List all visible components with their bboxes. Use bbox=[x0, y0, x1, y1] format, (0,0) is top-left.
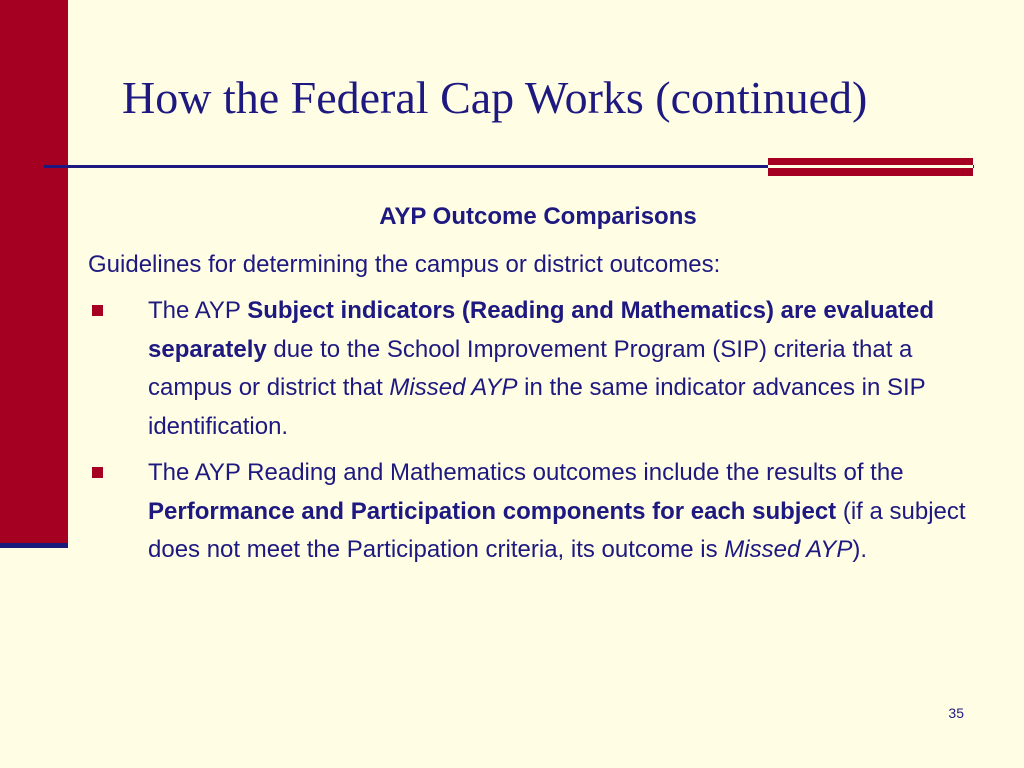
bullet-run: (if a subject does not meet the Participation criteria, its outcome is bbox=[148, 497, 966, 563]
square-bullet-icon bbox=[92, 467, 103, 478]
page-number: 35 bbox=[948, 705, 964, 721]
bullet-item bbox=[88, 292, 968, 446]
bullet-run: The AYP Reading and Mathematics outcomes include the results of the bbox=[148, 459, 904, 486]
bullet-run-italic: Missed AYP bbox=[724, 536, 853, 563]
bullet-run-bold: Performance and Participation components for each subject bbox=[148, 497, 837, 525]
left-accent-underline bbox=[0, 543, 68, 548]
bullet-run: in the same indicator advances in SIP identification. bbox=[148, 374, 926, 440]
left-accent-bar bbox=[0, 0, 68, 543]
section-heading: AYP Outcome Comparisons bbox=[379, 203, 697, 230]
bullet-run: The AYP bbox=[148, 297, 248, 324]
bullet-text bbox=[148, 459, 966, 563]
square-bullet-icon bbox=[92, 305, 103, 316]
bullet-list bbox=[88, 292, 968, 578]
bullet-run-italic: Missed AYP bbox=[389, 374, 518, 401]
intro-text: Guidelines for determining the campus or district outcomes: bbox=[88, 251, 721, 278]
bullet-run: ). bbox=[852, 536, 867, 563]
bullet-run-bold: Subject indicators (Reading and Mathematics) are evaluated separately bbox=[148, 297, 935, 363]
bullet-text bbox=[148, 297, 934, 440]
bullet-run: due to the School Improvement Program (SIP) criteria that a campus or district that bbox=[148, 335, 913, 401]
slide-title: How the Federal Cap Works (continued) bbox=[122, 72, 868, 123]
bullet-item bbox=[88, 454, 968, 570]
title-divider-accent-stripe bbox=[768, 165, 973, 168]
